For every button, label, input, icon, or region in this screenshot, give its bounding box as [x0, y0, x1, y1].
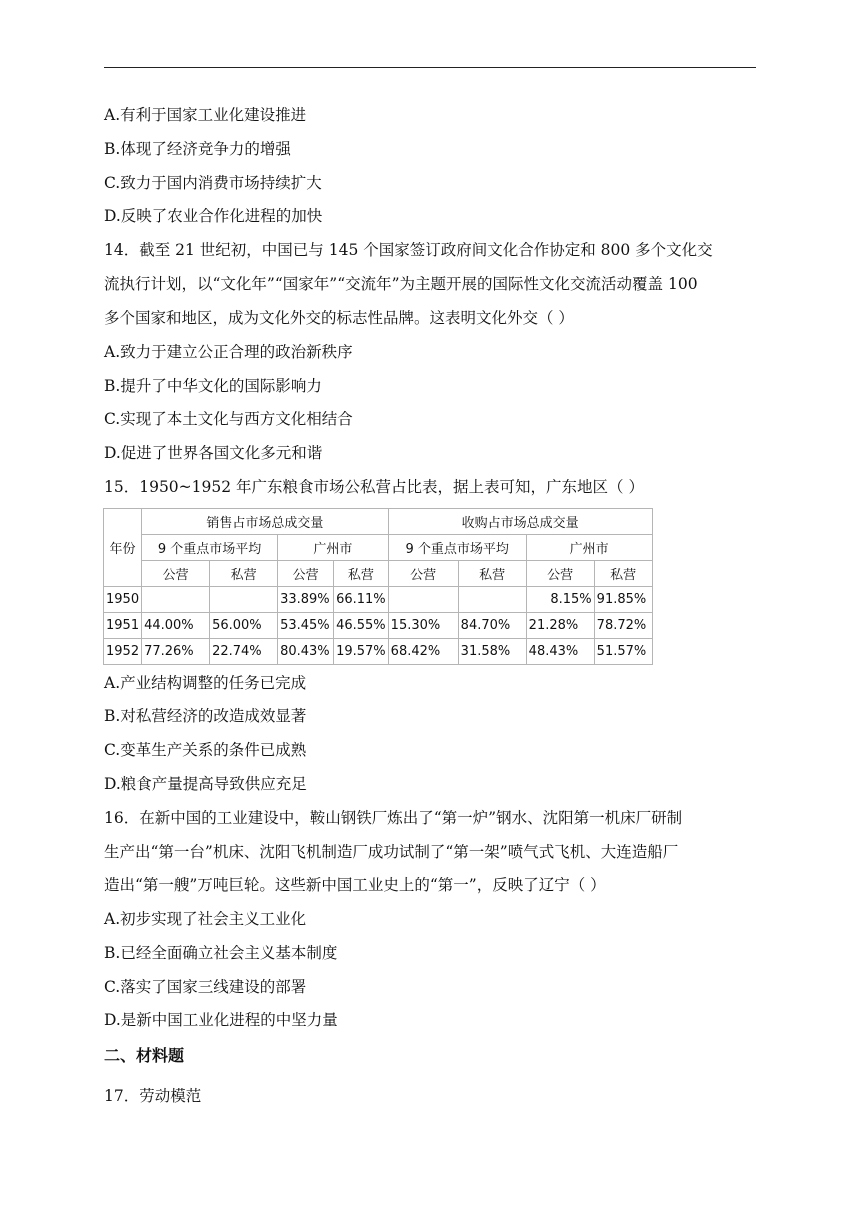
q16-option-d: D.是新中国工业化进程的中坚力量	[104, 1011, 338, 1029]
table-cell: 33.89%	[278, 587, 334, 613]
table-cell	[388, 587, 458, 613]
q14-stem-line-3: 多个国家和地区，成为文化外交的标志性品牌。这表明文化外交（ ）	[104, 309, 574, 327]
q14-option-c: C.实现了本土文化与西方文化相结合	[104, 410, 353, 428]
table-row	[104, 613, 653, 639]
table-cell: 78.72%	[594, 613, 652, 639]
q14-stem-line-2: 流执行计划，以“文化年”“国家年”“交流年”为主题开展的国际性文化交流活动覆盖 100	[104, 275, 698, 293]
q16-option-b: B.已经全面确立社会主义基本制度	[104, 944, 338, 962]
table-cell: 51.57%	[594, 639, 652, 665]
header-rule	[104, 67, 756, 68]
table-cell	[210, 587, 278, 613]
year-cell: 1952	[104, 639, 142, 665]
table-cell: 77.26%	[142, 639, 210, 665]
q16-stem-line-2: 生产出“第一台”机床、沈阳飞机制造厂成功试制了“第一架”喷气式飞机、大连造船厂	[104, 843, 679, 861]
section-heading: 二、材料题	[104, 1046, 185, 1065]
q15-option-a: A.产业结构调整的任务已完成	[104, 674, 307, 692]
type-header: 私营	[594, 561, 652, 587]
q13-option-a: A.有利于国家工业化建设推进	[104, 106, 307, 124]
q16-option-c: C.落实了国家三线建设的部署	[104, 978, 307, 996]
purchase-header: 收购占市场总成交量	[388, 509, 652, 535]
year-header: 年份	[104, 509, 142, 587]
table-cell: 19.57%	[334, 639, 389, 665]
sales-guangzhou-header: 广州市	[278, 535, 389, 561]
table-cell: 48.43%	[526, 639, 594, 665]
grain-market-table	[103, 508, 653, 665]
sales-nine-markets-header: 9 个重点市场平均	[142, 535, 278, 561]
table-cell: 91.85%	[594, 587, 652, 613]
table-cell: 56.00%	[210, 613, 278, 639]
table-cell: 46.55%	[334, 613, 389, 639]
table-cell: 8.15%	[526, 587, 594, 613]
purchase-nine-markets-header: 9 个重点市场平均	[388, 535, 526, 561]
table-cell: 22.74%	[210, 639, 278, 665]
table-cell: 44.00%	[142, 613, 210, 639]
q14-option-b: B.提升了中华文化的国际影响力	[104, 377, 322, 395]
table-header-row-2	[104, 535, 653, 561]
q17-title: 17．劳动模范	[104, 1087, 202, 1105]
type-header: 公营	[388, 561, 458, 587]
q13-option-c: C.致力于国内消费市场持续扩大	[104, 174, 322, 192]
table-cell: 66.11%	[334, 587, 389, 613]
table-cell: 21.28%	[526, 613, 594, 639]
table-row	[104, 639, 653, 665]
table-cell	[142, 587, 210, 613]
table-cell: 53.45%	[278, 613, 334, 639]
q15-stem: 15．1950~1952 年广东粮食市场公私营占比表，据上表可知，广东地区（ ）	[104, 478, 644, 496]
table-cell: 80.43%	[278, 639, 334, 665]
table-cell: 15.30%	[388, 613, 458, 639]
sales-header: 销售占市场总成交量	[142, 509, 389, 535]
table-cell: 84.70%	[458, 613, 526, 639]
q14-option-a: A.致力于建立公正合理的政治新秩序	[104, 343, 353, 361]
type-header: 私营	[334, 561, 389, 587]
q15-option-b: B.对私营经济的改造成效显著	[104, 707, 307, 725]
q15-option-d: D.粮食产量提高导致供应充足	[104, 775, 307, 793]
q14-stem-line-1: 14．截至 21 世纪初，中国已与 145 个国家签订政府间文化合作协定和 800 多个文化交	[104, 241, 713, 259]
purchase-guangzhou-header: 广州市	[526, 535, 652, 561]
q16-stem-line-3: 造出“第一艘”万吨巨轮。这些新中国工业史上的“第一”，反映了辽宁（ ）	[104, 876, 606, 894]
q14-option-d: D.促进了世界各国文化多元和谐	[104, 444, 323, 462]
type-header: 公营	[142, 561, 210, 587]
year-cell: 1951	[104, 613, 142, 639]
type-header: 公营	[526, 561, 594, 587]
year-cell: 1950	[104, 587, 142, 613]
q13-option-b: B.体现了经济竞争力的增强	[104, 140, 291, 158]
table-cell	[458, 587, 526, 613]
type-header: 公营	[278, 561, 334, 587]
table-header-row-3	[104, 561, 653, 587]
table-header-row-1	[104, 509, 653, 535]
table-row	[104, 587, 653, 613]
type-header: 私营	[210, 561, 278, 587]
q16-stem-line-1: 16．在新中国的工业建设中，鞍山钢铁厂炼出了“第一炉”钢水、沈阳第一机床厂研制	[104, 809, 683, 827]
q16-option-a: A.初步实现了社会主义工业化	[104, 910, 307, 928]
q15-option-c: C.变革生产关系的条件已成熟	[104, 741, 307, 759]
table-cell: 68.42%	[388, 639, 458, 665]
q13-option-d: D.反映了农业合作化进程的加快	[104, 207, 323, 225]
type-header: 私营	[458, 561, 526, 587]
table-cell: 31.58%	[458, 639, 526, 665]
